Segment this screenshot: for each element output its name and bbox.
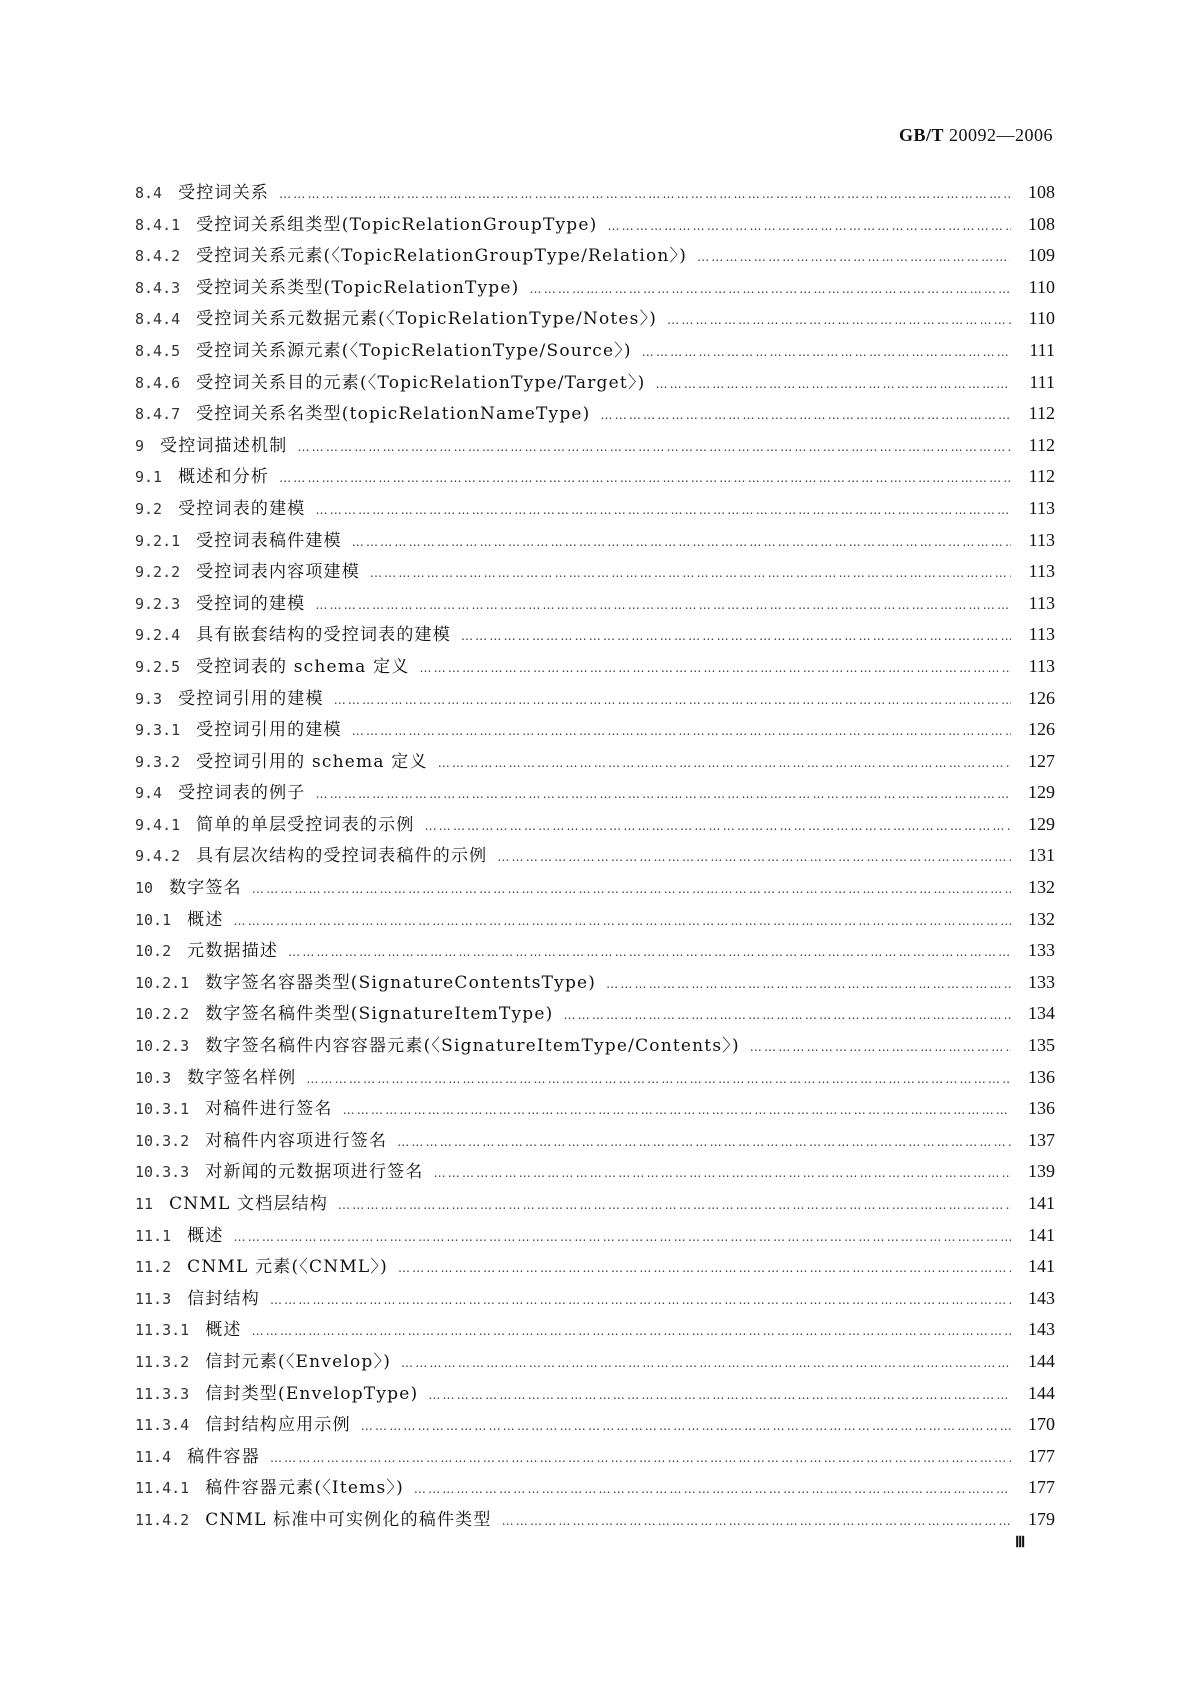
toc-entry-page: 126 <box>1028 719 1055 740</box>
toc-leader-dots <box>315 598 1011 612</box>
toc-entry-page: 112 <box>1028 403 1055 424</box>
toc-entry-number: 9.2.2 <box>135 563 181 582</box>
toc-entry-number: 10.2.2 <box>135 1005 190 1024</box>
toc-entry-number: 11.4.1 <box>135 1479 190 1498</box>
toc-leader-dots <box>234 1230 1011 1244</box>
toc-entry[interactable] <box>135 1221 1055 1253</box>
toc-entry-title: 受控词关系源元素(〈TopicRelationType/Source〉) <box>196 340 632 361</box>
toc-entry-page: 132 <box>1028 908 1055 929</box>
toc-leader-dots <box>352 724 1011 738</box>
toc-entry-title: 数字签名样例 <box>187 1067 297 1088</box>
toc-entry-title: 受控词引用的建模 <box>178 688 324 709</box>
toc-leader-dots <box>607 219 1011 233</box>
table-of-contents <box>135 178 1055 1537</box>
toc-leader-dots <box>352 535 1011 549</box>
toc-entry-page: 141 <box>1028 1224 1055 1245</box>
toc-leader-dots <box>401 1356 1011 1370</box>
toc-entry-title: 受控词关系目的元素(〈TopicRelationType/Target〉) <box>196 372 646 393</box>
toc-entry-page: 133 <box>1028 940 1055 961</box>
toc-entry-number: 8.4.6 <box>135 373 181 392</box>
toc-entry-title: 对新闻的元数据项进行签名 <box>205 1162 424 1183</box>
toc-entry[interactable] <box>135 778 1055 810</box>
toc-leader-dots <box>343 1103 1011 1117</box>
toc-entry[interactable] <box>135 715 1055 747</box>
toc-entry[interactable] <box>135 431 1055 463</box>
toc-entry-number: 11.3.1 <box>135 1321 190 1340</box>
toc-entry-number: 11.4 <box>135 1447 172 1466</box>
toc-entry-title: 受控词引用的建模 <box>196 720 342 741</box>
toc-entry-number: 9.4.1 <box>135 815 181 834</box>
toc-entry[interactable] <box>135 273 1055 305</box>
toc-entry-page: 137 <box>1028 1129 1055 1150</box>
toc-entry[interactable] <box>135 684 1055 716</box>
toc-entry[interactable] <box>135 1189 1055 1221</box>
toc-entry-number: 11.3 <box>135 1289 172 1308</box>
toc-leader-dots <box>655 377 1011 391</box>
toc-entry-page: 132 <box>1028 877 1055 898</box>
toc-entry-page: 113 <box>1028 592 1055 613</box>
toc-leader-dots <box>414 1482 1011 1496</box>
toc-entry[interactable] <box>135 1031 1055 1063</box>
toc-leader-dots <box>288 945 1011 959</box>
toc-entry-page: 143 <box>1028 1319 1055 1340</box>
toc-leader-dots <box>428 1388 1011 1402</box>
toc-entry-title: 受控词关系类型(TopicRelationType) <box>196 277 520 298</box>
toc-entry-number: 8.4.7 <box>135 405 181 424</box>
toc-entry-page: 136 <box>1028 1066 1055 1087</box>
toc-leader-dots <box>497 850 1011 864</box>
toc-entry[interactable] <box>135 1284 1055 1316</box>
toc-entry[interactable] <box>135 936 1055 968</box>
toc-leader-dots <box>370 566 1011 580</box>
toc-leader-dots <box>461 629 1011 643</box>
toc-entry-number: 9.2.3 <box>135 594 181 613</box>
toc-entry[interactable] <box>135 1252 1055 1284</box>
toc-entry-title: 受控词表内容项建模 <box>196 562 360 583</box>
toc-leader-dots <box>438 756 1011 770</box>
toc-entry-title: 数字签名容器类型(SignatureContentsType) <box>205 972 597 993</box>
toc-entry-number: 10.3 <box>135 1068 172 1087</box>
toc-entry[interactable] <box>135 557 1055 589</box>
toc-entry-number: 9.3 <box>135 689 163 708</box>
toc-entry-title: 稿件容器元素(〈Items〉) <box>205 1478 404 1499</box>
toc-entry[interactable] <box>135 304 1055 336</box>
toc-leader-dots <box>279 471 1011 485</box>
toc-entry-title: 受控词描述机制 <box>160 435 288 456</box>
toc-entry-title: 受控词表的 schema 定义 <box>196 656 410 677</box>
toc-entry-title: 信封类型(EnvelopType) <box>205 1383 419 1404</box>
toc-entry-title: 受控词关系组类型(TopicRelationGroupType) <box>196 214 598 235</box>
toc-entry-title: 受控词关系元素(〈TopicRelationGroupType/Relation〉) <box>196 246 688 267</box>
toc-entry-title: 具有嵌套结构的受控词表的建模 <box>196 625 451 646</box>
toc-entry[interactable] <box>135 810 1055 842</box>
toc-leader-dots <box>606 977 1011 991</box>
toc-entry-number: 9.4.2 <box>135 847 181 866</box>
toc-entry[interactable] <box>135 652 1055 684</box>
toc-entry-title: 信封结构应用示例 <box>205 1415 351 1436</box>
toc-entry-page: 131 <box>1028 845 1055 866</box>
document-header <box>899 125 1053 146</box>
toc-leader-dots <box>279 187 1011 201</box>
standard-code: GB/T <box>898 125 944 145</box>
toc-leader-dots <box>563 1008 1011 1022</box>
toc-leader-dots <box>316 787 1012 801</box>
toc-entry-number: 9.4 <box>135 784 163 803</box>
toc-leader-dots <box>234 914 1011 928</box>
page-number: Ⅲ <box>1015 1535 1026 1551</box>
toc-entry-number: 8.4.1 <box>135 215 181 234</box>
toc-entry-number: 9.3.1 <box>135 721 181 740</box>
toc-entry-title: 受控词表的建模 <box>178 498 306 519</box>
toc-entry-title: 概述 <box>205 1320 242 1341</box>
toc-entry[interactable] <box>135 1157 1055 1189</box>
toc-entry-title: 稿件容器 <box>187 1446 260 1467</box>
toc-entry-number: 8.4 <box>135 184 163 202</box>
toc-entry-number: 10.2.1 <box>135 973 190 992</box>
toc-entry-number: 11 <box>135 1195 154 1213</box>
toc-leader-dots <box>306 1072 1011 1086</box>
toc-entry[interactable] <box>135 841 1055 873</box>
toc-entry-title: 受控词的建模 <box>196 593 306 614</box>
toc-entry-page: 177 <box>1028 1477 1055 1498</box>
toc-entry-number: 8.4.3 <box>135 278 181 297</box>
toc-entry-title: 简单的单层受控词表的示例 <box>196 814 415 835</box>
toc-leader-dots <box>397 1135 1011 1149</box>
toc-entry-page: 111 <box>1029 371 1055 392</box>
toc-entry-number: 11.2 <box>135 1258 172 1277</box>
toc-entry-number: 10.2.3 <box>135 1037 190 1056</box>
toc-entry-title: 概述 <box>187 1225 224 1246</box>
toc-entry-page: 129 <box>1028 813 1055 834</box>
toc-leader-dots <box>425 819 1011 833</box>
toc-entry-title: 数字签名稿件内容容器元素(〈SignatureItemType/Contents〉) <box>205 1036 740 1057</box>
toc-entry-page: 113 <box>1028 561 1055 582</box>
toc-entry-page: 134 <box>1028 1003 1055 1024</box>
toc-leader-dots <box>502 1514 1011 1528</box>
toc-entry-number: 9.3.2 <box>135 752 181 771</box>
toc-entry-number: 8.4.4 <box>135 310 181 329</box>
toc-entry-number: 9.2 <box>135 499 163 518</box>
toc-entry-title: 信封元素(〈Envelop〉) <box>205 1351 392 1372</box>
toc-entry-title: 信封结构 <box>187 1288 260 1309</box>
toc-entry-page: 139 <box>1028 1161 1055 1182</box>
toc-entry-page: 112 <box>1028 466 1055 487</box>
toc-leader-dots <box>601 408 1012 422</box>
standard-number: 20092—2006 <box>949 125 1053 145</box>
toc-entry[interactable] <box>135 1315 1055 1347</box>
toc-entry-title: 对稿件内容项进行签名 <box>205 1130 388 1151</box>
toc-entry[interactable] <box>135 210 1055 242</box>
toc-entry-number: 10.3.3 <box>135 1163 190 1182</box>
toc-entry-title: 受控词关系 <box>178 183 270 203</box>
toc-entry-page: 113 <box>1028 529 1055 550</box>
toc-entry-page: 108 <box>1028 213 1055 234</box>
toc-entry[interactable] <box>135 1473 1055 1505</box>
toc-entry-title: 数字签名稿件类型(SignatureItemType) <box>205 1004 554 1025</box>
toc-entry[interactable] <box>135 526 1055 558</box>
toc-entry-number: 11.3.2 <box>135 1352 190 1371</box>
toc-entry-page: 109 <box>1028 245 1055 266</box>
toc-entry-title: 受控词表稿件建模 <box>196 530 342 551</box>
toc-leader-dots <box>667 313 1011 327</box>
toc-entry-page: 110 <box>1028 276 1055 297</box>
toc-entry[interactable] <box>135 1126 1055 1158</box>
toc-leader-dots <box>338 1198 1011 1212</box>
toc-entry-number: 10.2 <box>135 942 172 961</box>
toc-entry-number: 9.1 <box>135 468 163 487</box>
toc-entry[interactable] <box>135 620 1055 652</box>
toc-entry[interactable] <box>135 1505 1055 1537</box>
toc-entry-number: 9.2.4 <box>135 626 181 645</box>
toc-entry-number: 8.4.2 <box>135 247 181 266</box>
toc-entry-number: 10.1 <box>135 910 172 929</box>
toc-entry[interactable] <box>135 1347 1055 1379</box>
toc-entry[interactable] <box>135 368 1055 400</box>
toc-entry-title: 对稿件进行签名 <box>205 1099 333 1120</box>
toc-entry-number: 9.2.5 <box>135 657 181 676</box>
toc-entry[interactable] <box>135 494 1055 526</box>
toc-leader-dots <box>642 345 1011 359</box>
toc-entry-page: 135 <box>1028 1035 1055 1056</box>
toc-entry-title: 受控词表的例子 <box>178 783 306 804</box>
toc-entry[interactable] <box>135 178 1055 210</box>
toc-leader-dots <box>750 1040 1011 1054</box>
toc-entry[interactable] <box>135 747 1055 779</box>
toc-entry-page: 136 <box>1028 1098 1055 1119</box>
toc-leader-dots <box>270 1451 1011 1465</box>
toc-entry-page: 126 <box>1028 687 1055 708</box>
toc-entry[interactable] <box>135 336 1055 368</box>
toc-entry-page: 113 <box>1028 655 1055 676</box>
toc-entry[interactable] <box>135 999 1055 1031</box>
toc-entry-page: 113 <box>1028 497 1055 518</box>
toc-leader-dots <box>530 282 1012 296</box>
toc-leader-dots <box>316 503 1012 517</box>
toc-entry-page: 170 <box>1028 1414 1055 1435</box>
toc-entry[interactable] <box>135 1410 1055 1442</box>
toc-entry-title: CNML 标准中可实例化的稿件类型 <box>205 1509 492 1530</box>
toc-leader-dots <box>252 1324 1011 1338</box>
toc-entry-title: 受控词引用的 schema 定义 <box>196 751 428 772</box>
toc-entry-number: 8.4.5 <box>135 341 181 360</box>
toc-leader-dots <box>434 1166 1011 1180</box>
toc-entry-number: 11.3.4 <box>135 1416 190 1435</box>
toc-entry-title: CNML 元素(〈CNML〉) <box>187 1257 388 1278</box>
toc-entry-title: 具有层次结构的受控词表稿件的示例 <box>196 846 488 867</box>
toc-entry[interactable] <box>135 1379 1055 1411</box>
toc-entry-title: 概述和分析 <box>178 467 270 488</box>
toc-entry-page: 133 <box>1028 971 1055 992</box>
toc-entry-number: 10.3.2 <box>135 1131 190 1150</box>
toc-entry[interactable] <box>135 462 1055 494</box>
toc-leader-dots <box>697 250 1011 264</box>
toc-entry-page: 179 <box>1028 1508 1055 1529</box>
toc-entry[interactable] <box>135 1442 1055 1474</box>
toc-entry-page: 108 <box>1028 182 1055 202</box>
toc-entry[interactable] <box>135 873 1055 905</box>
toc-leader-dots <box>398 1261 1011 1275</box>
toc-entry-title: 受控词关系元数据元素(〈TopicRelationType/Notes〉) <box>196 309 658 330</box>
toc-entry-page: 144 <box>1028 1350 1055 1371</box>
toc-entry-page: 143 <box>1028 1287 1055 1308</box>
toc-entry-page: 127 <box>1028 750 1055 771</box>
toc-entry-number: 11.1 <box>135 1226 172 1245</box>
toc-entry-page: 144 <box>1028 1382 1055 1403</box>
toc-entry[interactable] <box>135 241 1055 273</box>
toc-leader-dots <box>361 1419 1011 1433</box>
toc-entry-page: 141 <box>1028 1193 1055 1213</box>
toc-entry-page: 141 <box>1028 1256 1055 1277</box>
toc-entry[interactable] <box>135 1063 1055 1095</box>
toc-entry-page: 111 <box>1029 339 1055 360</box>
toc-entry[interactable] <box>135 589 1055 621</box>
toc-entry-page: 112 <box>1028 434 1055 455</box>
toc-leader-dots <box>334 693 1011 707</box>
toc-entry-title: 数字签名 <box>169 878 242 899</box>
toc-entry-number: 9 <box>135 436 145 455</box>
toc-entry[interactable] <box>135 905 1055 937</box>
toc-entry[interactable] <box>135 968 1055 1000</box>
toc-entry-number: 10.3.1 <box>135 1100 190 1119</box>
toc-entry-page: 110 <box>1028 308 1055 329</box>
toc-entry[interactable] <box>135 399 1055 431</box>
toc-entry-page: 177 <box>1028 1445 1055 1466</box>
toc-leader-dots <box>419 661 1011 675</box>
toc-entry-number: 11.4.2 <box>135 1510 190 1529</box>
toc-leader-dots <box>297 440 1011 454</box>
toc-entry-number: 10 <box>135 879 154 898</box>
toc-entry-page: 129 <box>1028 782 1055 803</box>
toc-leader-dots <box>270 1293 1011 1307</box>
toc-entry-number: 11.3.3 <box>135 1384 190 1403</box>
toc-entry-title: CNML 文档层结构 <box>169 1194 329 1214</box>
toc-leader-dots <box>252 882 1011 896</box>
toc-entry-title: 元数据描述 <box>187 941 279 962</box>
toc-entry-page: 113 <box>1028 624 1055 645</box>
toc-entry[interactable] <box>135 1094 1055 1126</box>
toc-entry-title: 受控词关系名类型(topicRelationNameType) <box>196 404 591 425</box>
toc-entry-number: 9.2.1 <box>135 531 181 550</box>
toc-entry-title: 概述 <box>187 909 224 930</box>
